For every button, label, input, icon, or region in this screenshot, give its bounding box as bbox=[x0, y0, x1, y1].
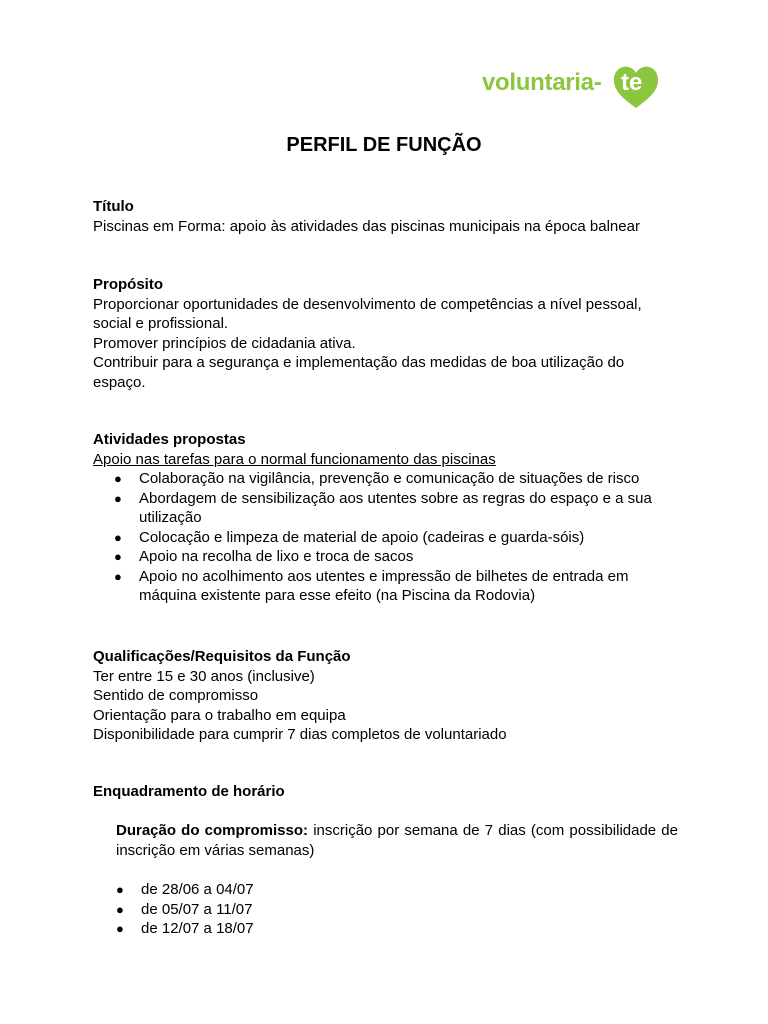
list-item-text: Apoio no acolhimento aos utentes e impressão de bilhetes de entrada em máquina existente para esse efeito (na Piscina da Rodovia) bbox=[139, 567, 629, 604]
bullet-icon: ● bbox=[116, 901, 124, 917]
qualificacao-line: Orientação para o trabalho em equipa bbox=[93, 706, 346, 724]
bullet-icon: ● bbox=[116, 882, 124, 897]
section-heading: Qualificações/Requisitos da Função bbox=[93, 648, 351, 665]
list-item bbox=[93, 567, 683, 606]
qualificacao-line: Ter entre 15 e 30 anos (inclusive) bbox=[93, 667, 315, 685]
proposito-line: Contribuir para a segurança e implementação das medidas de boa utilização do bbox=[93, 354, 625, 371]
list-item bbox=[93, 489, 683, 528]
bullet-icon: ● bbox=[114, 549, 122, 564]
section-atividades bbox=[93, 430, 683, 606]
atividades-list bbox=[93, 469, 683, 606]
section-titulo bbox=[93, 197, 683, 236]
qualificacao-line: Disponibilidade para cumprir 7 dias completos de voluntariado bbox=[93, 726, 507, 743]
section-heading: Título bbox=[93, 198, 134, 215]
bullet-icon: ● bbox=[114, 529, 122, 545]
date-range: de 12/07 a 18/07 bbox=[141, 920, 254, 937]
dates-section bbox=[116, 880, 678, 939]
date-range: de 05/07 a 11/07 bbox=[141, 900, 253, 918]
dates-list bbox=[116, 880, 678, 939]
proposito-line: Promover princípios de cidadania ativa. bbox=[93, 334, 356, 352]
section-horario bbox=[93, 782, 683, 802]
list-item bbox=[93, 469, 683, 489]
section-qualificacoes bbox=[93, 647, 683, 745]
proposito-line: Proporcionar oportunidades de desenvolvimento de competências a nível pessoal, bbox=[93, 295, 642, 313]
section-heading: Propósito bbox=[93, 276, 163, 293]
proposito-line: espaço. bbox=[93, 373, 146, 391]
logo-heart-text: te bbox=[621, 69, 643, 96]
section-heading: Enquadramento de horário bbox=[93, 783, 285, 800]
duracao-text: inscrição por semana de 7 dias (com possibilidade de inscrição em várias semanas) bbox=[116, 822, 678, 859]
bullet-icon: ● bbox=[114, 471, 122, 486]
bullet-icon: ● bbox=[116, 921, 124, 936]
date-range: de 28/06 a 04/07 bbox=[141, 881, 254, 898]
voluntaria-te-logo bbox=[482, 64, 676, 112]
list-item bbox=[93, 547, 683, 567]
atividades-subheading: Apoio nas tarefas para o normal funcionamento das piscinas bbox=[93, 450, 496, 468]
list-item bbox=[116, 900, 678, 920]
proposito-line: social e profissional. bbox=[93, 315, 229, 332]
page-title: PERFIL DE FUNÇÃO bbox=[286, 134, 482, 156]
list-item bbox=[93, 528, 683, 548]
list-item bbox=[116, 919, 678, 939]
section-heading: Atividades propostas bbox=[93, 431, 246, 448]
titulo-text: Piscinas em Forma: apoio às atividades das piscinas municipais na época balnear bbox=[93, 217, 640, 235]
list-item-text: Colocação e limpeza de material de apoio (cadeiras e guarda-sóis) bbox=[139, 528, 585, 546]
list-item bbox=[116, 880, 678, 900]
list-item-text: Apoio na recolha de lixo e troca de sacos bbox=[139, 548, 414, 565]
list-item-text: Colaboração na vigilância, prevenção e comunicação de situações de risco bbox=[139, 470, 640, 487]
logo-text: voluntaria- bbox=[482, 69, 602, 96]
bullet-icon: ● bbox=[114, 568, 122, 584]
list-item-text: Abordagem de sensibilização aos utentes sobre as regras do espaço e a sua utilização bbox=[139, 489, 652, 526]
duracao-paragraph bbox=[116, 821, 678, 860]
qualificacao-line: Sentido de compromisso bbox=[93, 687, 259, 704]
bullet-icon: ● bbox=[114, 490, 122, 506]
duracao-label: Duração do compromisso: bbox=[116, 822, 309, 839]
section-proposito bbox=[93, 275, 683, 392]
